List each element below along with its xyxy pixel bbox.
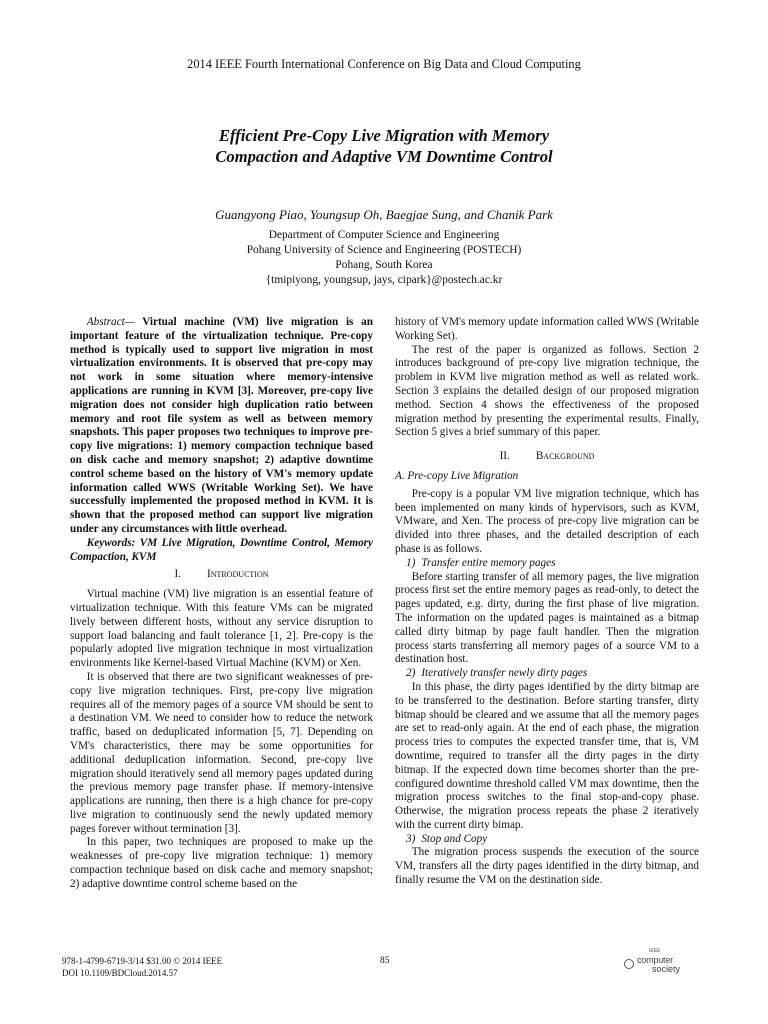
footer-doi: DOI 10.1109/BDCloud.2014.57	[62, 967, 178, 978]
paragraph: The rest of the paper is organized as follows. Section 2 introduces background of pre-copy live migration technique, the problem in KVM live migration method as well as related work. Section 3 explains the detailed design of our proposed migration method. Section 4 shows the effectiveness of the proposed migration method by presenting the experimental results. Finally, Section 5 gives a brief summary of this paper.	[395, 343, 699, 439]
paragraph: Pre-copy is a popular VM live migration technique, which has been implemented on many kinds of hypervisors, such as KVM, VMware, and Xen. The process of pre-copy live migration can be divided into three phases, and the detailed description of each phase is as follows.	[395, 487, 699, 555]
paragraph: history of VM's memory update information called WWS (Writable Working Set).	[395, 316, 699, 342]
paragraph: In this paper, two techniques are proposed to make up the weaknesses of pre-copy live migration technique: 1) memory compaction technique based on disk cache and memory snapshot; 2) adaptive downtime control scheme based on the	[70, 836, 373, 890]
paragraph: It is observed that there are two significant weaknesses of pre-copy live migration techniques. First, pre-copy live migration requires all of the memory pages of a source VM should be sent to a destination VM. We need to consider how to reduce the network traffic, based on deduplicated information [5, 7]. Depending on VM's characteristics, there may be some opportunities for additional deduplication information. Second, pre-copy live migration should iteratively send all memory pages updated during the previous memory page transfer phase. If memory-intensive applications are running, then there is a high chance for pre-copy live migration to continuously send the newly updated memory pages forever without termination [3].	[70, 670, 373, 835]
paragraph: Before starting transfer of all memory pages, the live migration process first set the entire memory pages as read-only, to detect the pages updated, e.g. dirty, during the first phase of live migration. The information on the updated pages is maintained as a bitmap called dirty bitmap by page fault handler. Then the migration process starts transferring all memory pages of a source VM to a destination host.	[395, 570, 699, 666]
paragraph: Virtual machine (VM) live migration is an essential feature of virtualization technique. With this feature VMs can be migrated lively between different hosts, without any service disruption to support load balancing and fault tolerance [1, 2]. Pre-copy is the popularly adopted live migration technique in most virtualization environments like Kernel-based Virtual Machine (KVM) or Xen.	[70, 588, 373, 670]
keywords: Keywords: VM Live Migration, Downtime Control, Memory Compaction, KVM	[70, 536, 373, 563]
paragraph: The migration process suspends the execution of the source VM, transfers all the dirty pages identified in the dirty bitmap, and finally resume the VM on the destination side.	[395, 846, 699, 887]
logo-mark-icon	[624, 959, 634, 969]
logo-line-1: computer	[637, 955, 673, 965]
page-number: 85	[380, 956, 390, 966]
affiliation-block	[0, 228, 768, 288]
subsubsection-heading: 2) Iteratively transfer newly dirty pages	[406, 667, 588, 680]
affiliation-location: Pohang, South Korea	[335, 259, 433, 271]
subsubsection-heading: 1) Transfer entire memory pages	[406, 556, 556, 569]
footer-isbn: 978-1-4799-6719-3/14 $31.00 © 2014 IEEE	[62, 956, 223, 966]
subsection-heading: A. Pre-copy Live Migration	[395, 469, 519, 482]
footer-copyright	[62, 956, 222, 979]
logo-small-text: IEEE	[649, 948, 661, 954]
title-line-2: Compaction and Adaptive VM Downtime Control	[215, 147, 553, 166]
section-heading-introduction: I. Introduction	[174, 568, 269, 581]
logo-line-2: society	[652, 964, 681, 974]
conference-header: 2014 IEEE Fourth International Conference on Big Data and Cloud Computing	[187, 57, 581, 71]
title-line-1: Efficient Pre-Copy Live Migration with Memory	[218, 126, 550, 145]
abstract-body: Virtual machine (VM) live migration is an important feature of the virtualization technique. Pre-copy method is typically used to support live migration in most virtualization environments. It is observed that pre-copy may not work in some situation where memory-intensive applications are running in KVM [3]. Moreover, pre-copy live migration does not consider high duplication ratio between memory and root file system as well as between memory snapshots. This paper proposes two techniques to improve pre-copy live migrations: 1) memory compaction technique based on disk cache and memory snapshot; 2) adaptive downtime control scheme based on the history of VM's memory update information called WWS (Writable Working Set). We have successfully implemented the proposed method in KVM. It is shown that the proposed method can support live migration under any circumstances with little overhead.	[70, 316, 373, 535]
paper-title	[0, 125, 768, 167]
abstract-label: Abstract—	[86, 316, 135, 328]
left-column	[70, 316, 373, 892]
ieee-cs-logo-icon	[624, 950, 704, 980]
section-heading-background: II. Background	[499, 450, 595, 463]
subsubsection-heading: 3) Stop and Copy	[406, 832, 488, 845]
affiliation-dept: Department of Computer Science and Engineering	[268, 229, 500, 241]
abstract	[70, 316, 373, 537]
affiliation-univ: Pohang University of Science and Engineering (POSTECH)	[246, 244, 522, 256]
paragraph: In this phase, the dirty pages identified by the dirty bitmap are to be transferred to the destination. Before starting transfer, dirty bitmap should be cleared and we assume that all the memory pages are set to read-only again. At the end of each phase, the migration process tries to computes the expected transfer time, that is, VM downtime, required to transfer all the dirty pages in the dirty bitmap. If the expected down time becomes shorter than the pre-configured downtime threshold called VM max downtime, then the migration process switches to the final stop-and-copy phase. Otherwise, the migration process repeats the phase 2 iteratively with the current dirty bimap.	[395, 680, 699, 831]
affiliation-email: {tmipiyong, youngsup, jays, cipark}@postech.ac.kr	[265, 274, 503, 286]
author-list: Guangyong Piao, Youngsup Oh, Baegjae Sung, and Chanik Park	[215, 207, 553, 222]
right-column	[395, 316, 699, 888]
